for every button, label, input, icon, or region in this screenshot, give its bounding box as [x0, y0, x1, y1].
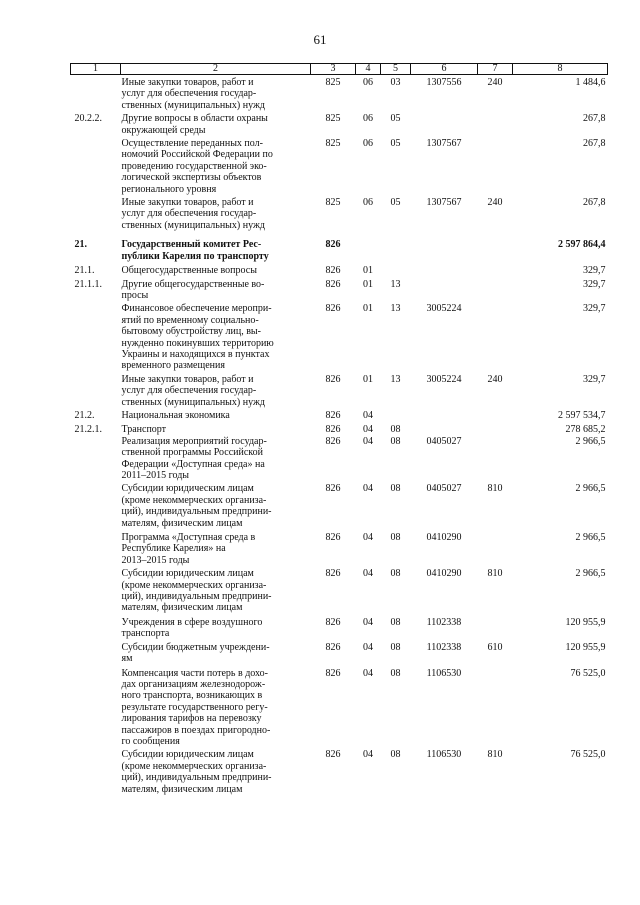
- section-code-cell: 06: [363, 197, 373, 209]
- section-code-cell: 04: [363, 424, 373, 436]
- ministry-code-cell: 826: [325, 483, 341, 495]
- subsection-code-cell: 08: [390, 424, 401, 436]
- table-row: [71, 410, 608, 424]
- expense-type-cell: 240: [487, 373, 503, 385]
- subsection-code-cell: 08: [390, 532, 401, 544]
- target-article-cell: 3005224: [426, 303, 462, 315]
- table-row: [71, 749, 608, 795]
- row-number-cell: [71, 532, 121, 568]
- expense-type-cell: [478, 668, 513, 750]
- subsection-code-cell: 13: [390, 278, 401, 290]
- header-cell: 6: [411, 64, 478, 75]
- ministry-code-cell: 825: [325, 77, 341, 88]
- amount-cell: 120 955,9: [565, 641, 606, 653]
- row-number-cell: [71, 483, 121, 532]
- ministry-code-cell: 826: [325, 532, 341, 544]
- section-code-cell: 01: [363, 278, 373, 290]
- row-number-cell: 21.1.1.: [74, 278, 102, 290]
- target-article-cell: [411, 410, 478, 424]
- table-row: [71, 483, 608, 532]
- item-name-cell: Компенсация части потерь в дохо- дах организациям железнодорож- ного транспорта, возникающих в результате государственного регу- лирования тарифов на перевозку пассажиров в поездах пригородно- го сообщения: [121, 667, 271, 747]
- table-row: [71, 113, 608, 138]
- subsection-code-cell: 05: [390, 138, 401, 150]
- section-code-cell: 06: [363, 113, 373, 125]
- section-code-cell: 01: [363, 373, 373, 385]
- ministry-code-cell: 825: [325, 138, 341, 150]
- expense-type-cell: [478, 113, 513, 138]
- expense-type-cell: [478, 279, 513, 304]
- ministry-code-cell: 825: [325, 197, 341, 209]
- ministry-code-cell: 826: [325, 568, 341, 580]
- header-cell: 1: [71, 64, 121, 75]
- budget-table: [70, 63, 608, 795]
- table-row: [71, 532, 608, 568]
- row-number-cell: [71, 617, 121, 642]
- amount-cell: 329,7: [583, 278, 606, 290]
- expense-type-cell: 810: [487, 483, 503, 495]
- section-code-cell: [356, 233, 381, 265]
- row-number-cell: [71, 749, 121, 795]
- table-row: [71, 75, 608, 114]
- ministry-code-cell: 826: [325, 616, 341, 628]
- row-number-cell: [71, 75, 121, 114]
- target-article-cell: 0405027: [426, 435, 462, 447]
- item-name-cell: Национальная экономика: [121, 409, 230, 421]
- amount-cell: 2 966,5: [575, 532, 606, 544]
- target-article-cell: 1102338: [426, 641, 462, 653]
- row-number-cell: [71, 568, 121, 617]
- section-code-cell: 01: [363, 303, 373, 315]
- header-cell: 4: [356, 64, 381, 75]
- amount-cell: 329,7: [583, 373, 606, 385]
- item-name-cell: Субсидии бюджетным учреждени- ям: [121, 641, 270, 665]
- amount-cell: 2 597 864,4: [558, 239, 606, 251]
- row-number-cell: [71, 436, 121, 484]
- target-article-cell: [411, 113, 478, 138]
- target-article-cell: [411, 233, 478, 265]
- section-code-cell: 04: [363, 616, 373, 628]
- amount-cell: 2 966,5: [575, 483, 606, 495]
- target-article-cell: 1307567: [426, 138, 462, 150]
- section-code-cell: 04: [363, 667, 373, 679]
- amount-cell: 2 966,5: [575, 568, 606, 580]
- table-row: [71, 642, 608, 668]
- ministry-code-cell: 826: [325, 749, 341, 761]
- ministry-code-cell: 825: [325, 113, 341, 125]
- amount-cell: 267,8: [583, 113, 606, 125]
- row-number-cell: 21.: [74, 239, 87, 251]
- subsection-code-cell: [381, 265, 411, 278]
- table-row: [71, 303, 608, 373]
- subsection-code-cell: 08: [390, 435, 401, 447]
- ministry-code-cell: 826: [325, 265, 341, 277]
- subsection-code-cell: [381, 410, 411, 424]
- table-row: [71, 197, 608, 233]
- item-name-cell: Государственный комитет Рес- публики Карелия по транспорту: [121, 239, 269, 262]
- target-article-cell: 1307567: [426, 197, 462, 209]
- section-code-cell: 04: [363, 749, 373, 761]
- ministry-code-cell: 826: [325, 373, 341, 385]
- table-row: [71, 617, 608, 642]
- section-code-cell: 04: [363, 641, 373, 653]
- amount-cell: 267,8: [583, 197, 606, 209]
- header-cell: 3: [311, 64, 356, 75]
- page-number: 61: [313, 32, 327, 47]
- subsection-code-cell: [381, 233, 411, 265]
- item-name-cell: Другие общегосударственные во- просы: [121, 278, 265, 301]
- expense-type-cell: [478, 265, 513, 278]
- subsection-code-cell: 13: [390, 373, 401, 385]
- target-article-cell: 0410290: [426, 532, 462, 544]
- table-row: [71, 668, 608, 750]
- item-name-cell: Субсидии юридическим лицам (кроме некоммерческих организа- ций), индивидуальным предприни- мателям, физическим лицам: [121, 749, 272, 795]
- subsection-code-cell: 08: [390, 616, 401, 628]
- subsection-code-cell: 08: [390, 568, 401, 580]
- row-number-cell: 20.2.2.: [74, 113, 102, 125]
- ministry-code-cell: 826: [325, 667, 341, 679]
- section-code-cell: 04: [363, 568, 373, 580]
- table-row: [71, 374, 608, 410]
- subsection-code-cell: 08: [390, 483, 401, 495]
- target-article-cell: 1106530: [426, 667, 462, 679]
- row-number-cell: [71, 668, 121, 750]
- target-article-cell: 1106530: [426, 749, 462, 761]
- subsection-code-cell: 03: [390, 77, 401, 88]
- expense-type-cell: [478, 233, 513, 265]
- header-cell: 2: [121, 64, 311, 75]
- header-cell: 7: [478, 64, 513, 75]
- section-code-cell: 06: [363, 77, 373, 88]
- section-code-cell: 04: [363, 483, 373, 495]
- ministry-code-cell: 826: [325, 409, 341, 421]
- expense-type-cell: 240: [487, 77, 503, 88]
- target-article-cell: 0410290: [426, 568, 462, 580]
- subsection-code-cell: 13: [390, 303, 401, 315]
- table-row: [71, 233, 608, 265]
- item-name-cell: Субсидии юридическим лицам (кроме некоммерческих организа- ций), индивидуальным предприни- мателям, физическим лицам: [121, 568, 272, 614]
- header-cell: 5: [381, 64, 411, 75]
- subsection-code-cell: 05: [390, 197, 401, 209]
- amount-cell: 76 525,0: [570, 749, 606, 761]
- section-code-cell: 04: [363, 435, 373, 447]
- amount-cell: 1 484,6: [575, 77, 606, 88]
- table-row: [71, 568, 608, 617]
- row-number-cell: [71, 197, 121, 233]
- row-number-cell: [71, 138, 121, 197]
- header-row: [71, 64, 608, 75]
- subsection-code-cell: 05: [390, 113, 401, 125]
- target-article-cell: 1307556: [426, 77, 462, 88]
- section-code-cell: 04: [363, 532, 373, 544]
- subsection-code-cell: 08: [390, 749, 401, 761]
- row-number-cell: [71, 642, 121, 668]
- item-name-cell: Иные закупки товаров, работ и услуг для обеспечения государ- ственных (муниципальных) нужд: [121, 77, 265, 111]
- target-article-cell: 1102338: [426, 616, 462, 628]
- item-name-cell: Реализация мероприятий государ- ственной программы Российской Федерации «Доступная среда» на 2011–2015 годы: [121, 435, 267, 481]
- row-number-cell: 21.2.1.: [74, 424, 102, 436]
- section-code-cell: 04: [363, 409, 373, 421]
- expense-type-cell: 810: [487, 749, 503, 761]
- target-article-cell: 3005224: [426, 373, 462, 385]
- row-number-cell: 21.2.: [74, 409, 95, 421]
- table-row: [71, 138, 608, 197]
- item-name-cell: Иные закупки товаров, работ и услуг для обеспечения государ- ственных (муниципальных) нужд: [121, 373, 265, 408]
- item-name-cell: Субсидии юридическим лицам (кроме некоммерческих организа- ций), индивидуальным предприни- мателям, физическим лицам: [121, 483, 272, 529]
- item-name-cell: Осуществление переданных пол- номочий Российской Федерации по проведению государственной эко- логической экспертизы объектов регионального уровня: [121, 138, 273, 195]
- amount-cell: 329,7: [583, 303, 606, 315]
- amount-cell: 2 966,5: [575, 435, 606, 447]
- row-number-cell: 21.1.: [74, 265, 95, 277]
- item-name-cell: Учреждения в сфере воздушного транспорта: [121, 616, 263, 640]
- row-number-cell: [71, 303, 121, 373]
- target-article-cell: [411, 424, 478, 435]
- expense-type-cell: [478, 617, 513, 642]
- ministry-code-cell: 826: [325, 641, 341, 653]
- item-name-cell: Программа «Доступная среда в Республике Карелия» на 2013–2015 годы: [121, 532, 256, 566]
- expense-type-cell: 810: [487, 568, 503, 580]
- expense-type-cell: [478, 436, 513, 484]
- ministry-code-cell: 826: [325, 303, 341, 315]
- row-number-cell: [71, 374, 121, 410]
- table-row: [71, 279, 608, 304]
- ministry-code-cell: 826: [325, 278, 341, 290]
- target-article-cell: 0405027: [426, 483, 462, 495]
- amount-cell: 76 525,0: [570, 667, 606, 679]
- expense-type-cell: 240: [487, 197, 503, 209]
- expense-type-cell: 610: [487, 641, 503, 653]
- subsection-code-cell: 08: [390, 641, 401, 653]
- subsection-code-cell: 08: [390, 667, 401, 679]
- item-name-cell: Общегосударственные вопросы: [121, 265, 257, 277]
- amount-cell: 329,7: [583, 265, 606, 277]
- ministry-code-cell: 826: [325, 435, 341, 447]
- target-article-cell: [411, 279, 478, 304]
- target-article-cell: [411, 265, 478, 278]
- section-code-cell: 06: [363, 138, 373, 150]
- table-row: [71, 265, 608, 278]
- amount-cell: 278 685,2: [565, 424, 606, 436]
- amount-cell: 120 955,9: [565, 616, 606, 628]
- header-cell: 8: [513, 64, 608, 75]
- item-name-cell: Иные закупки товаров, работ и услуг для обеспечения государ- ственных (муниципальных) нужд: [121, 197, 265, 231]
- expense-type-cell: [478, 532, 513, 568]
- expense-type-cell: [478, 138, 513, 197]
- table-row: [71, 436, 608, 484]
- amount-cell: 267,8: [583, 138, 606, 150]
- item-name-cell: Финансовое обеспечение меропри- ятий по временному социально- бытовому обустройству лиц, вы- нужденно покинувших территорию Украины и находящихся в пунктах временного размещения: [121, 303, 274, 372]
- item-name-cell: Другие вопросы в области охраны окружающей среды: [121, 113, 268, 136]
- expense-type-cell: [478, 303, 513, 373]
- item-name-cell: Транспорт: [121, 424, 167, 436]
- ministry-code-cell: 826: [325, 239, 341, 251]
- expense-type-cell: [478, 410, 513, 424]
- table-body: [71, 75, 608, 795]
- amount-cell: 2 597 534,7: [558, 409, 606, 421]
- expense-type-cell: [478, 424, 513, 435]
- table-row: [71, 424, 608, 435]
- section-code-cell: 01: [363, 265, 373, 277]
- ministry-code-cell: 826: [325, 424, 341, 436]
